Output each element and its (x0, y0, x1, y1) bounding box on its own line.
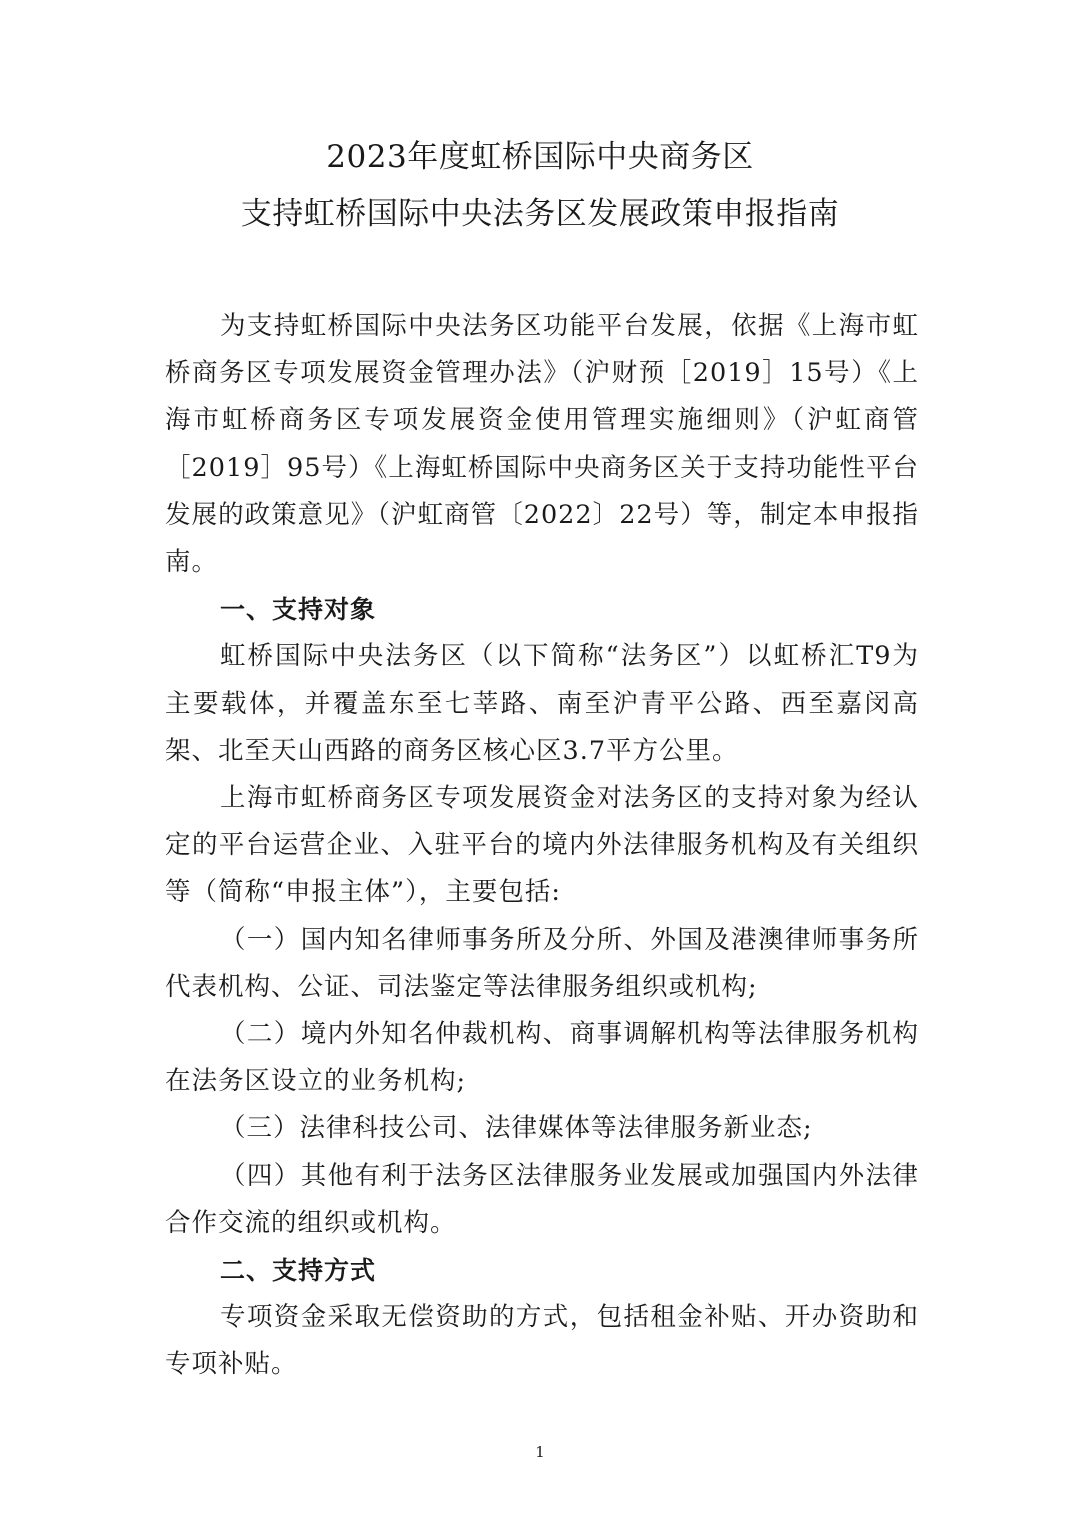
section-1-item-4: （四）其他有利于法务区法律服务业发展或加强国内外法律合作交流的组织或机构。 (165, 1160, 919, 1238)
section-2-heading: 二、支持方式 (220, 1256, 377, 1286)
document-title-line-1: 2023年度虹桥国际中央商务区 (326, 139, 754, 175)
section-1-heading: 一、支持对象 (220, 595, 377, 625)
document-body (165, 303, 919, 1389)
document-title-line-2: 支持虹桥国际中央法务区发展政策申报指南 (240, 196, 840, 232)
section-1-item-2: （二）境内外知名仲裁机构、商事调解机构等法律服务机构在法务区设立的业务机构; (165, 1019, 919, 1097)
section-2-paragraph-1: 专项资金采取无偿资助的方式，包括租金补贴、开办资助和专项补贴。 (165, 1302, 919, 1380)
section-1-paragraph-1: 虹桥国际中央法务区（以下简称“法务区”）以虹桥汇T9为主要载体，并覆盖东至七莘路、南至沪青平公路、西至嘉闵高架、北至天山西路的商务区核心区3.7平方公里。 (165, 641, 919, 766)
section-1-item-1: （一）国内知名律师事务所及分所、外国及港澳律师事务所代表机构、公证、司法鉴定等法律服务组织或机构; (165, 924, 919, 1002)
section-1-item-3: （三）法律科技公司、法律媒体等法律服务新业态; (220, 1113, 813, 1144)
section-1-paragraph-2: 上海市虹桥商务区专项发展资金对法务区的支持对象为经认定的平台运营企业、入驻平台的境内外法律服务机构及有关组织等（简称“申报主体”），主要包括: (165, 783, 919, 908)
intro-paragraph: 为支持虹桥国际中央法务区功能平台发展，依据《上海市虹桥商务区专项发展资金管理办法》（沪财预［2019］15号）《上海市虹桥商务区专项发展资金使用管理实施细则》（沪虹商管［2019］95号）《上海虹桥国际中央商务区关于支持功能性平台发展的政策意见》（沪虹商管〔2022〕22号）等，制定本申报指南。 (165, 311, 919, 578)
page-number: 1 (535, 1443, 545, 1461)
